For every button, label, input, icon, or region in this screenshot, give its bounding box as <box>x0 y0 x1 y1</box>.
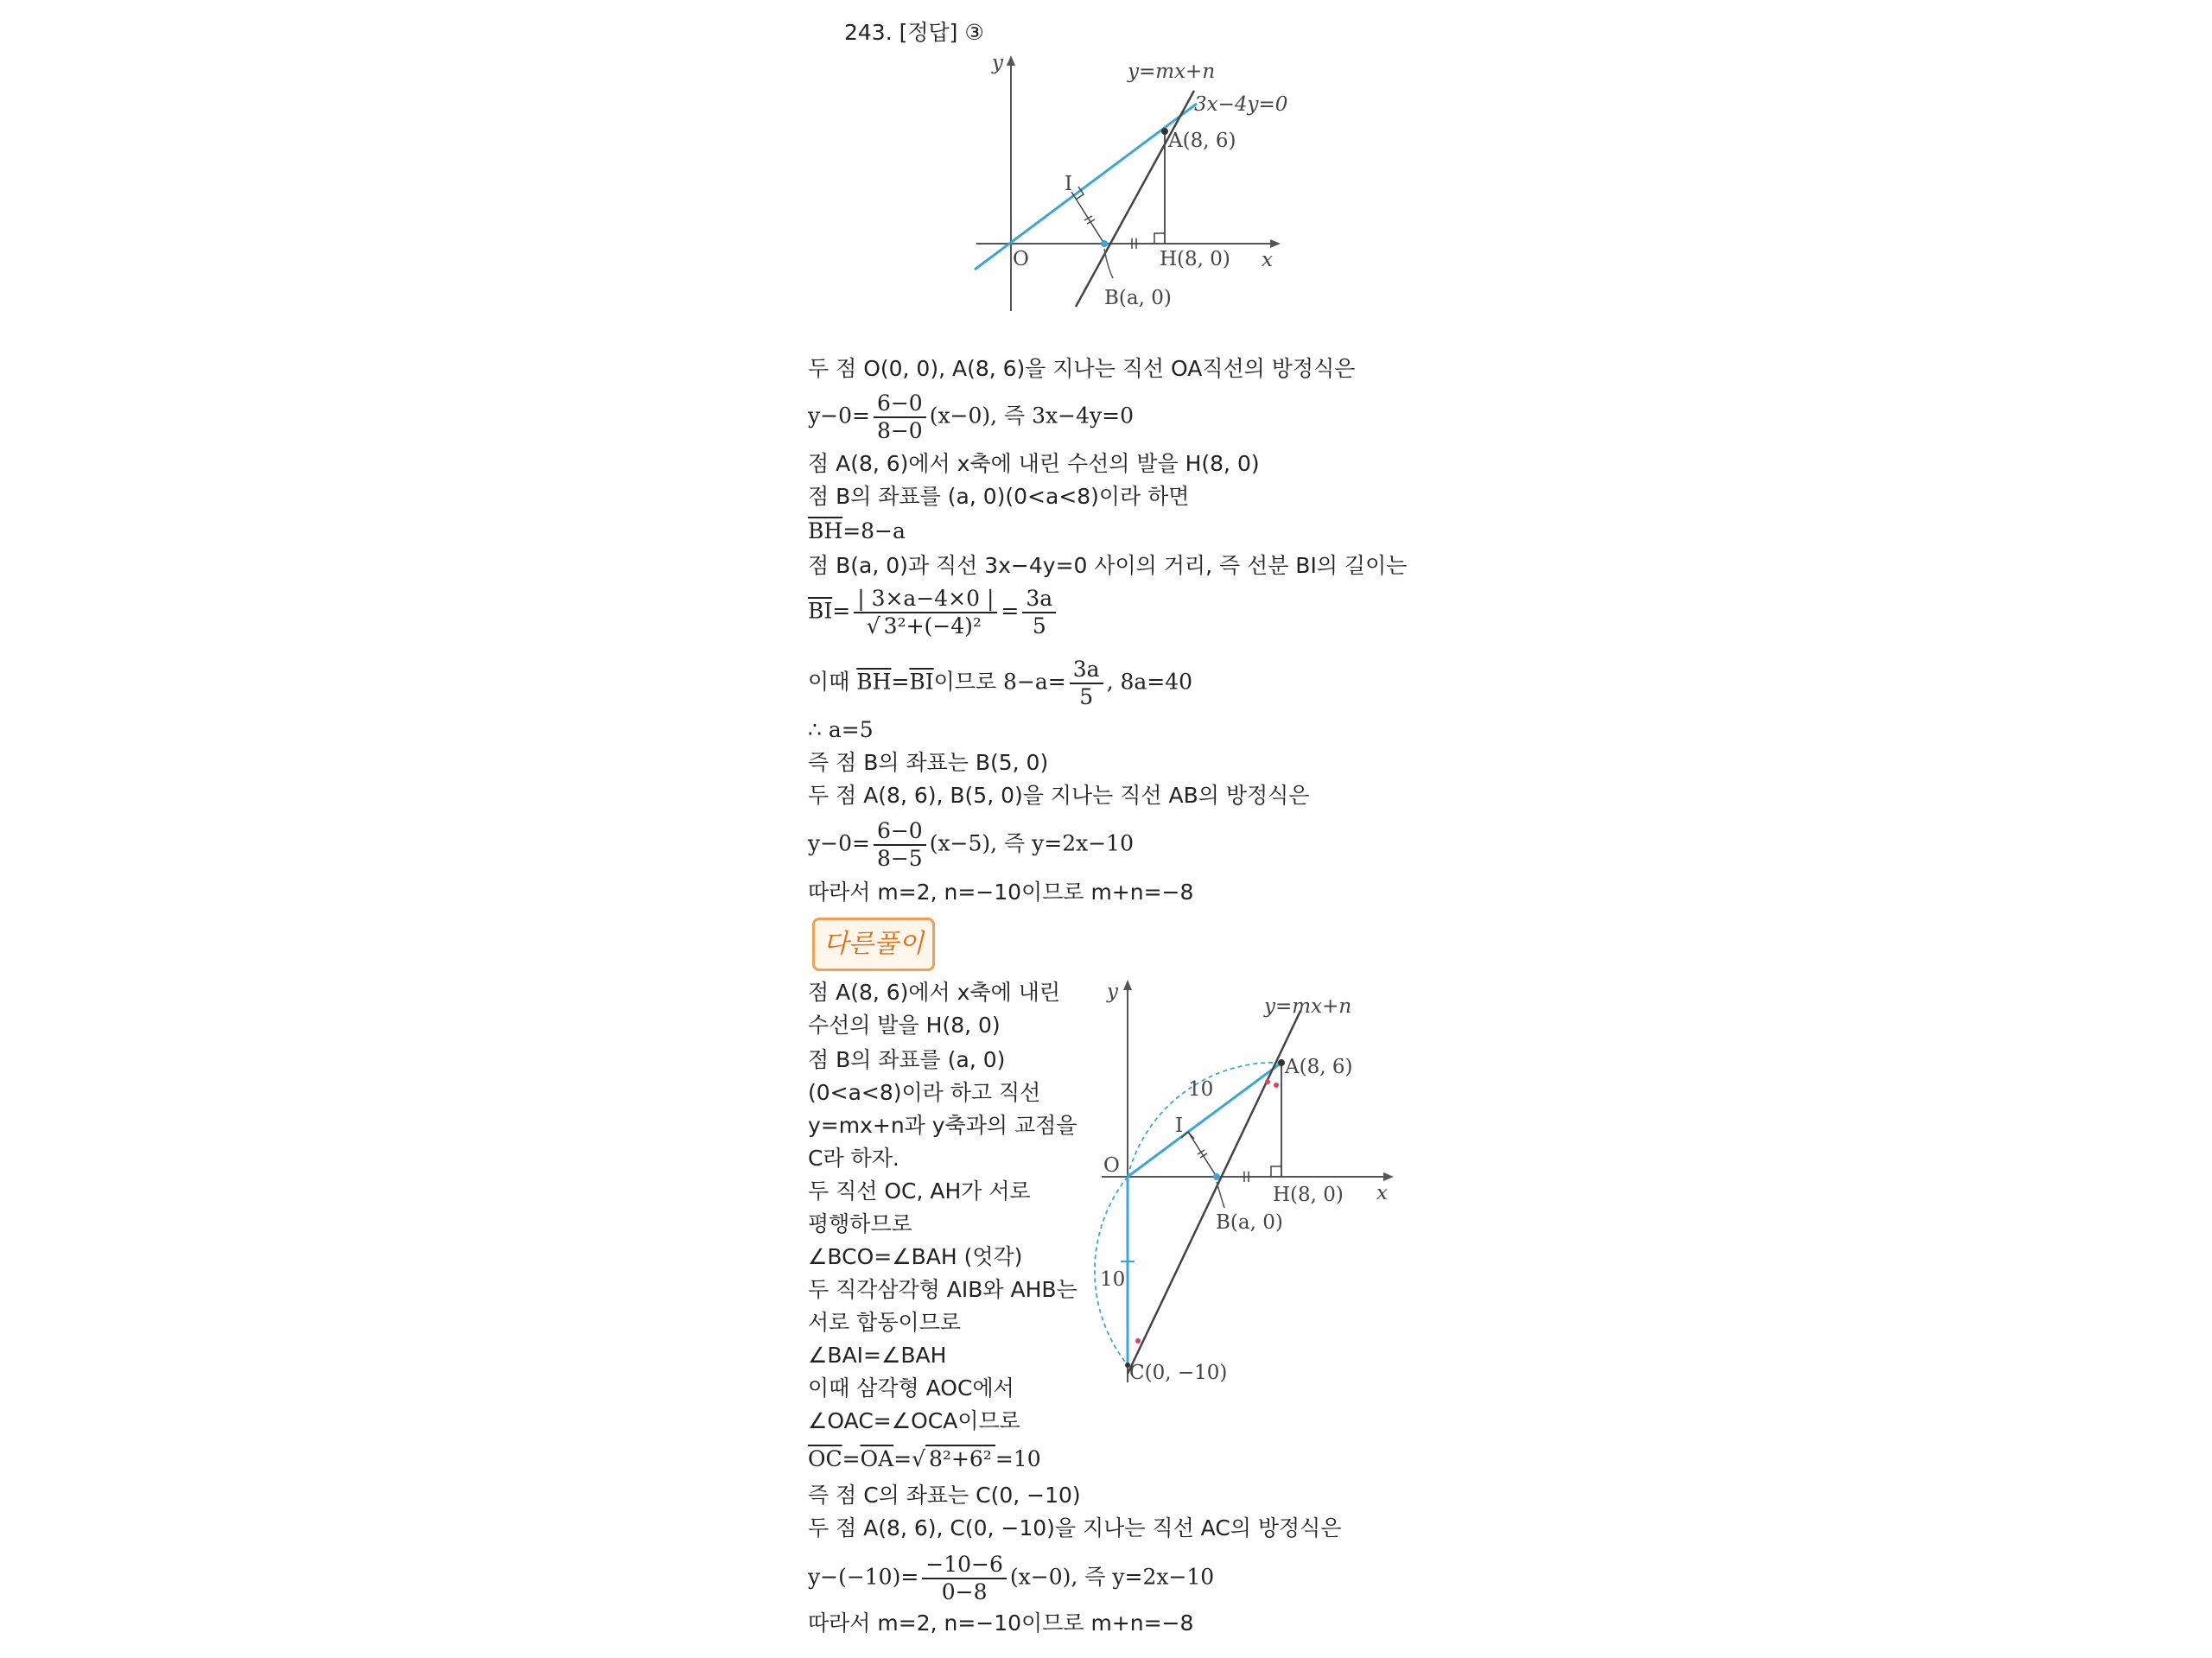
problem-number: 243. <box>844 20 893 45</box>
sol-line-6: 점 B(a, 0)과 직선 3x−4y=0 사이의 거리, 즉 선분 BI의 길이는 <box>808 553 1408 578</box>
alt-line-3: 점 B의 좌표를 (a, 0) <box>808 1047 1006 1072</box>
point-A-dot <box>1161 128 1168 135</box>
fig2-I-label: I <box>1175 1115 1184 1137</box>
alt-line-8: 평행하므로 <box>808 1211 912 1236</box>
fig1-line-mx-label: y=mx+n <box>1128 60 1216 83</box>
fig2-H-label: H(8, 0) <box>1273 1184 1344 1206</box>
y-axis-arrow <box>1007 55 1015 66</box>
figure-2 <box>1084 976 1413 1400</box>
fig1-I-label: I <box>1065 173 1073 195</box>
fig1-A-label: A(8, 6) <box>1168 130 1236 152</box>
fig2-C-label: C(0, −10) <box>1129 1362 1228 1384</box>
alt-line-1: 점 A(8, 6)에서 x축에 내린 <box>808 980 1060 1005</box>
sol-line-3: 점 A(8, 6)에서 x축에 내린 수선의 발을 H(8, 0) <box>808 451 1260 476</box>
alt-final-line: 따라서 m=2, n=−10이므로 m+n=−8 <box>808 1610 1194 1636</box>
fig1-line-3x-label: 3x−4y=0 <box>1194 93 1288 116</box>
point-B-dot <box>1213 1173 1220 1180</box>
sol-line-13: 따라서 m=2, n=−10이므로 m+n=−8 <box>808 880 1194 905</box>
fraction: $\frac{6-0}{8-0}$ <box>874 391 926 444</box>
fig1-x-label: x <box>1262 249 1273 271</box>
point-B-dot <box>1101 240 1108 247</box>
answer-label: [정답] ③ <box>899 20 984 45</box>
fig1-H-label: H(8, 0) <box>1160 248 1230 270</box>
B-pointer <box>1104 249 1113 278</box>
angle-mark-dot <box>1274 1083 1279 1088</box>
alt-c-line: 즉 점 C의 좌표는 C(0, −10) <box>808 1483 1081 1508</box>
alt-line-10: 두 직각삼각형 AIB와 AHB는 <box>808 1277 1077 1302</box>
sol-line-2: y−0= $\frac{6-0}{8-0}$ (x−0), 즉 3x−4y=0 <box>808 391 1134 443</box>
fraction: $\frac{6-0}{8-5}$ <box>874 818 926 872</box>
right-angle-H <box>1154 233 1165 244</box>
angle-mark-dot <box>1135 1338 1141 1344</box>
fig1-y-label: y <box>992 52 1003 74</box>
segment-BI <box>1188 1132 1217 1177</box>
alt-line-5: y=mx+n과 y축과의 교점을 <box>808 1113 1077 1138</box>
alt-oc-line: $\overline{OC}=\overline{OA}=√$ 8²+6² =10 <box>808 1446 1041 1471</box>
sol-line-9: ∴ a=5 <box>808 717 874 742</box>
sol-line-5: $\overline{BH}=8-a$ <box>808 518 906 543</box>
line-mx-n <box>1076 91 1194 307</box>
alt-line-11: 서로 합동이므로 <box>808 1310 961 1335</box>
right-angle-H <box>1271 1166 1281 1177</box>
figure-1 <box>968 52 1296 320</box>
fig2-origin-label: O <box>1103 1154 1120 1177</box>
tick-BI-1 <box>1198 1150 1205 1154</box>
fig2-A-label: A(8, 6) <box>1285 1056 1353 1078</box>
fig2-B-label: B(a, 0) <box>1216 1211 1283 1234</box>
fig2-x-label: x <box>1376 1182 1388 1204</box>
sol-line-4: 점 B의 좌표를 (a, 0)(0<a<8)이라 하면 <box>808 484 1190 509</box>
alt-line-7: 두 직선 OC, AH가 서로 <box>808 1178 1031 1204</box>
sol-line-10: 즉 점 B의 좌표는 B(5, 0) <box>808 750 1049 775</box>
fraction: $\frac{3a}{5}$ <box>1022 586 1056 639</box>
fig2-y-label: y <box>1107 981 1118 1003</box>
alt-ac-line: 두 점 A(8, 6), C(0, −10)을 지나는 직선 AC의 방정식은 <box>808 1515 1342 1540</box>
fraction: $\frac{3a}{5}$ <box>1070 657 1103 710</box>
sol-line-11: 두 점 A(8, 6), B(5, 0)을 지나는 직선 AB의 방정식은 <box>808 783 1310 808</box>
y-axis-arrow <box>1123 980 1132 990</box>
fig2-len-OC: 10 <box>1100 1268 1126 1291</box>
tick-BI-1 <box>1084 216 1092 220</box>
alt-line-4: (0<a<8)이라 하고 직선 <box>808 1080 1041 1105</box>
fig1-origin-label: O <box>1013 248 1029 270</box>
x-axis-arrow <box>1383 1172 1394 1181</box>
point-A-dot <box>1278 1059 1285 1066</box>
alt-line-2: 수선의 발을 H(8, 0) <box>808 1013 1001 1038</box>
fraction: $\frac{-10-6}{0-8}$ <box>922 1552 1007 1605</box>
alt-solution-badge: 다른풀이 <box>812 918 935 971</box>
B-pointer <box>1217 1182 1224 1208</box>
alt-line-13: 이때 삼각형 AOC에서 <box>808 1375 1014 1401</box>
fraction: $\frac{| 3\times a-4\times 0 |}{\text{√ 3²+(−4)²}}$ <box>854 586 997 639</box>
alt-line-12: ∠BAI=∠BAH <box>808 1343 947 1368</box>
sol-line-12: y−0= $\frac{6-0}{8-5}$ (x−5), 즉 y=2x−10 <box>808 818 1134 871</box>
fig2-len-OA: 10 <box>1188 1078 1214 1101</box>
fig1-B-label: B(a, 0) <box>1104 287 1172 309</box>
sol-line-8: 이때 $\overline{BH}=\overline{BI}$이므로 8−a= $\frac{3a}{5}$ , 8a=40 <box>808 657 1193 709</box>
sol-line-1: 두 점 O(0, 0), A(8, 6)을 지나는 직선 OA직선의 방정식은 <box>808 356 1356 381</box>
alt-line-6: C라 하자. <box>808 1146 899 1171</box>
problem-header <box>844 16 984 47</box>
alt-ac-equation: y−(−10)= $\frac{-10-6}{0-8}$ (x−0), 즉 y=2x−10 <box>808 1552 1215 1604</box>
fig2-line-mx-label: y=mx+n <box>1264 995 1352 1018</box>
alt-line-14: ∠OAC=∠OCA이므로 <box>808 1408 1020 1433</box>
x-axis-arrow <box>1270 239 1281 248</box>
sol-line-7: $\overline{BI}=$ $\frac{| 3\times a-4\times 0 |}{\text{√ 3²+(−4)²}}$ = $\frac{3a}{5}$ <box>808 586 1059 639</box>
alt-line-9: ∠BCO=∠BAH (엇각) <box>808 1244 1023 1269</box>
angle-mark-dot <box>1265 1079 1270 1084</box>
